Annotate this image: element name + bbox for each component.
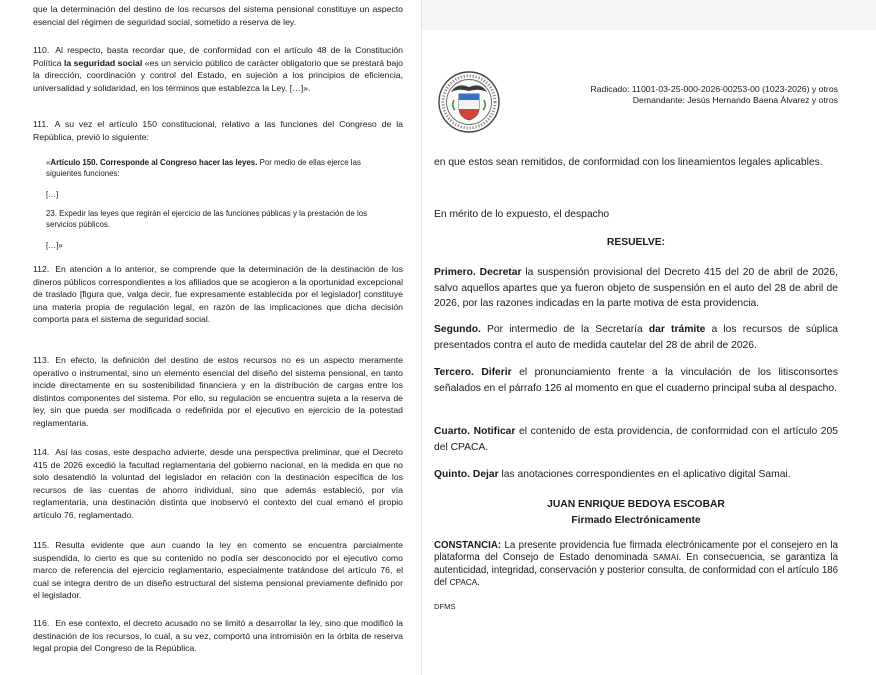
paragraph-number: 115. bbox=[33, 540, 50, 550]
paragraph-115: 115. Resulta evidente que aun cuando la ley en comento se encuentra parcialmente suspendida, lo cierto es que su contenido no podía ser desconocido por el ejecutivo como marco de referencia del ejercicio reglamentario, especialmente tratándose del artículo 76, el cual se integra dentro de un diseño estructural del sistema pensional previamente definido por el legislador. bbox=[33, 540, 403, 601]
paragraph-116: 116. En ese contexto, el decreto acusado no se limitó a desarrollar la ley, sino que modificó la destinación de los recursos, lo cual, a su vez, comportó una intromisión en la órbita de reserva legal propia del Congreso de la República. bbox=[33, 618, 403, 654]
paragraph-intro: que la determinación del destino de los recursos del sistema pensional constituye un aspecto esencial del régimen de seguridad social, sometido a reserva de ley. bbox=[33, 4, 403, 27]
paragraph-113: 113. En efecto, la definición del destino de estos recursos no es un aspecto meramente operativo o instrumental, sino un elemento esencial del diseño del sistema pensional, en tanto incide directamente en su sostenibilidad financiera y en la distribución de cargas entre los distintos componentes del sistema. Por ello, su regulación se encuentra sujeta a la reserva de ley, sin que pueda ser modificada o redefinida por el ejecutivo en ejercicio de la potestad reglamentaria. bbox=[33, 355, 403, 428]
resolution-primero: Primero. Decretar la suspensión provisional del Decreto 415 del 20 de abril de 2026, salvo aquellos apartes que ya fueron objeto de suspensión en el auto del 28 de abril de 2026, por las razones indicadas en la parte motiva de esta providencia. bbox=[434, 267, 838, 310]
paragraph-111: 111. A su vez el artículo 150 constitucional, relativo a las funciones del Congreso de la República, previó lo siguiente: bbox=[33, 119, 403, 142]
page-top-margin bbox=[422, 0, 876, 30]
paragraph-114: 114. Así las cosas, este despacho advierte, desde una perspectiva preliminar, que el Decreto 415 de 2026 excedió la facultad reglamentaria del gobierno nacional, en la medida en que no solo desatendió la voluntad del legislador en relación con la destinación específica de los recursos de las cuentas de ahorro individual, sino que además estableció, por vía reglamentaria, una destinación distinta que inobservó el contexto del cual emanó el propio artículo 76, reglamentado. bbox=[33, 447, 403, 520]
radicado-number: Radicado: 11001-03-25-000-2026-00253-00 (1023-2026) y otros bbox=[590, 84, 838, 94]
quote-item-23: 23. Expedir las leyes que regirán el ejercicio de las funciones públicas y la prestación de los servicios públicos. bbox=[46, 209, 368, 230]
paragraph-number: 112. bbox=[33, 264, 50, 274]
resolution-cuarto: Cuarto. Notificar el contenido de esta providencia, de conformidad con el artículo 205 del CPACA. bbox=[434, 426, 838, 453]
constancia-note: CONSTANCIA: La presente providencia fue firmada electrónicamente por el consejero en la plataforma del Consejo de Estado denominada SAMAI. En consecuencia, se garantiza la autenticidad, integridad, conservación y posterior consulta, de conformidad con el artículo 186 del CPACA. bbox=[434, 540, 838, 589]
quote-ellipsis: […] bbox=[46, 190, 59, 199]
resolution-segundo: Segundo. Por intermedio de la Secretaría dar trámite a los recursos de súplica presentados contra el auto de medida cautelar del 28 de abril de 2026. bbox=[434, 324, 838, 351]
resolution-tercero: Tercero. Diferir el pronunciamiento frente a la vinculación de los litisconsortes señalados en el párrafo 126 al momento en que el cuaderno principal suba al despacho. bbox=[434, 367, 838, 394]
signer-name: JUAN ENRIQUE BEDOYA ESCOBAR bbox=[547, 499, 725, 510]
plaintiff-line: Demandante: Jesús Hernando Baena Álvarez y otros bbox=[632, 95, 838, 105]
quote-article-150: «Artículo 150. Corresponde al Congreso hacer las leyes. Por medio de ellas ejerce las siguientes funciones: bbox=[46, 158, 361, 179]
signature-status: Firmado Electrónicamente bbox=[571, 514, 701, 526]
resuelve-heading: RESUELVE: bbox=[606, 237, 666, 248]
signature-block bbox=[434, 497, 838, 528]
case-header bbox=[520, 84, 838, 106]
paragraph-continuation: en que estos sean remitidos, de conformidad con los lineamientos legales aplicables. bbox=[434, 157, 823, 168]
paragraph-number: 116. bbox=[33, 618, 50, 628]
coat-of-arms-seal-icon bbox=[437, 70, 501, 134]
paragraph-number: 114. bbox=[33, 447, 50, 457]
drafter-initials: DFMS bbox=[434, 602, 456, 611]
paragraph-number: 113. bbox=[33, 355, 50, 365]
resolution-quinto: Quinto. Dejar las anotaciones correspondientes en el aplicativo digital Samai. bbox=[434, 469, 791, 480]
paragraph-number: 111. bbox=[33, 119, 49, 129]
paragraph-merito: En mérito de lo expuesto, el despacho bbox=[434, 209, 610, 220]
paragraph-112: 112. En atención a lo anterior, se comprende que la determinación de la destinación de los dineros públicos correspondientes a los afiliados que se acogieron a la oportunidad excepcional de traslado [figura que, valga decir, fue expresamente establecida por el legislador] constituye una materia propia de regulación legal, en razón de las implicaciones que dicha decisión comporta para el sistema de seguridad social. bbox=[33, 264, 403, 325]
paragraph-number: 110. bbox=[33, 45, 50, 55]
paragraph-110: 110. Al respecto, basta recordar que, de conformidad con el artículo 48 de la Constitución Política la seguridad social «es un servicio público de carácter obligatorio que se prestará bajo la dirección, coordinación y control del Estado, en sujeción a los principios de eficiencia, universalidad y solidaridad, en los términos que establezca la Ley. […]». bbox=[33, 45, 404, 93]
quote-close: […]» bbox=[46, 241, 63, 250]
